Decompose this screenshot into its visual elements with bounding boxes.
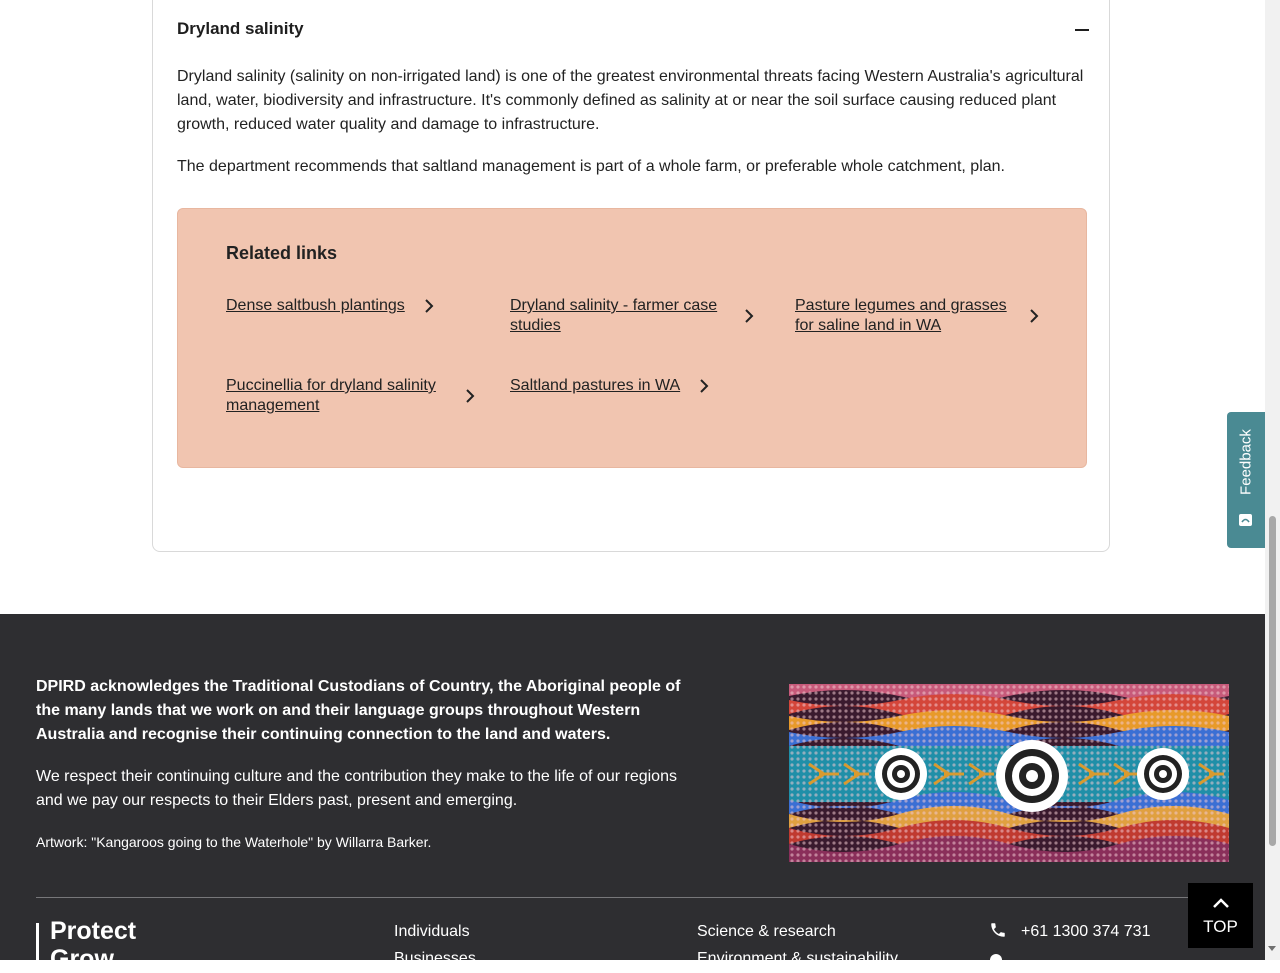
accordion-title[interactable]: Dryland salinity — [177, 19, 304, 38]
footer-divider — [36, 897, 1230, 898]
footer-link-environment[interactable]: Environment & sustainability — [697, 950, 898, 967]
related-links-box — [177, 208, 1087, 468]
accordion-paragraph: Dryland salinity (salinity on non-irrigated land) is one of the greatest environmental threats facing Western Australia's agricultural land, water, biodiversity and infrastructure. It's commonly defined as salinity at or near the soil surface causing reduced plant growth, reduced water quality and damage to infrastructure. — [177, 68, 1084, 133]
related-link[interactable] — [510, 296, 760, 336]
logo-bar — [36, 923, 39, 963]
site-footer — [0, 614, 1265, 973]
feedback-smiley-icon — [1238, 513, 1253, 527]
accordion-paragraph: The department recommends that saltland management is part of a whole farm, or preferable whole catchment, plan. — [177, 158, 1005, 175]
back-to-top-label: TOP — [1203, 917, 1238, 936]
collapse-minus-icon[interactable] — [1072, 22, 1092, 38]
scroll-down-arrow-icon[interactable] — [1268, 946, 1276, 951]
chevron-up-icon — [1211, 896, 1231, 910]
footer-link-businesses[interactable]: Businesses — [394, 950, 476, 967]
related-link[interactable] — [510, 376, 710, 396]
feedback-label: Feedback — [1237, 429, 1255, 495]
respect-text: We respect their continuing culture and the contribution they make to the life of our regions and we pay our respects to their Elders past, present and emerging. — [36, 768, 677, 809]
chevron-right-icon — [743, 307, 755, 325]
footer-link-science-research[interactable]: Science & research — [697, 923, 836, 940]
artwork-credit: Artwork: "Kangaroos going to the Waterhole" by Willarra Barker. — [36, 834, 432, 850]
page-scrollbar[interactable] — [1265, 0, 1280, 960]
scrollbar-thumb[interactable] — [1269, 516, 1276, 846]
related-link-label[interactable]: Dense saltbush plantings — [226, 297, 405, 314]
back-to-top-button[interactable] — [1188, 883, 1253, 948]
related-link[interactable] — [795, 296, 1045, 336]
related-link-label[interactable]: Dryland salinity - farmer case studies — [510, 297, 718, 334]
phone-icon — [989, 921, 1007, 939]
related-link-label[interactable]: Saltland pastures in WA — [510, 377, 681, 394]
related-link[interactable] — [226, 376, 476, 416]
related-link-label[interactable]: Puccinellia for dryland salinity management — [226, 377, 436, 414]
feedback-tab[interactable] — [1227, 412, 1265, 548]
related-links-heading: Related links — [226, 243, 338, 263]
footer-phone[interactable]: +61 1300 374 731 — [1021, 923, 1151, 940]
chevron-right-icon — [698, 377, 710, 395]
aboriginal-artwork-image — [789, 684, 1229, 862]
chevron-right-icon — [423, 297, 435, 315]
related-link[interactable] — [226, 296, 435, 316]
footer-link-individuals[interactable]: Individuals — [394, 923, 470, 940]
acknowledgement-text: DPIRD acknowledges the Traditional Custodians of Country, the Aboriginal people of the many lands that we work on and their language groups throughout Western Australia and recognise their continuing connection to the land and waters. — [36, 678, 681, 743]
footer-logo[interactable]: Protect Grow — [50, 917, 137, 973]
related-link-label[interactable]: Pasture legumes and grasses for saline land in WA — [795, 297, 1007, 334]
location-icon — [990, 954, 1002, 966]
chevron-right-icon — [464, 387, 476, 405]
chevron-right-icon — [1028, 307, 1040, 325]
